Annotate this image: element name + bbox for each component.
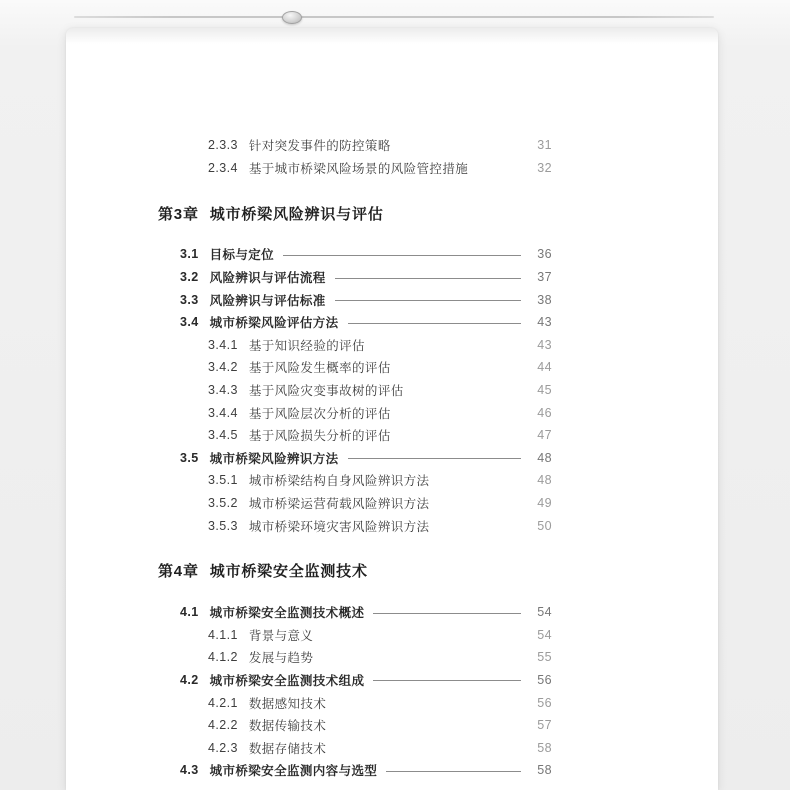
toc-entry-number: 4.1.1 <box>208 627 238 642</box>
toc-subsection-row <box>158 356 552 379</box>
toc-entry-number: 3.1 <box>180 247 199 262</box>
toc-list <box>158 134 552 782</box>
toc-subsection-row <box>158 469 552 492</box>
toc-subsection-row <box>158 492 552 515</box>
toc-page-number: 37 <box>537 270 552 285</box>
toc-entry-number: 3.4.2 <box>208 360 238 375</box>
toc-page-number: 43 <box>537 337 552 352</box>
toc-chapter-row <box>158 200 552 226</box>
toc-subsection-row <box>158 157 552 180</box>
toc-entry-title: 城市桥梁结构自身风险辨识方法 <box>248 474 430 489</box>
toc-page-number: 50 <box>537 518 552 533</box>
toc-entry-number: 4.1 <box>180 605 199 620</box>
toc-entry-title: 城市桥梁环境灾害风险辨识方法 <box>248 519 430 534</box>
toc-entry-title: 城市桥梁风险辨识方法 <box>209 451 339 466</box>
toc-page-number: 45 <box>537 383 552 398</box>
toc-subsection-row <box>158 401 552 424</box>
toc-entry-title: 基于知识经验的评估 <box>248 338 365 353</box>
toc-entry-title: 针对突发事件的防控策略 <box>248 139 391 154</box>
toc-entry-title: 发展与趋势 <box>248 651 314 666</box>
toc-page-number: 54 <box>537 627 552 642</box>
toc-entry-number: 3.3 <box>180 292 199 307</box>
toc-entry-title: 基于风险损失分析的评估 <box>248 429 391 444</box>
toc-entry-number: 3.5.2 <box>208 496 238 511</box>
toc-section-row <box>158 266 552 289</box>
toc-page-number: 47 <box>537 428 552 443</box>
toc-entry-number: 4.3 <box>180 763 199 778</box>
toc-entry-title: 城市桥梁风险辨识与评估 <box>209 205 384 223</box>
toc-subsection-row <box>158 646 552 669</box>
toc-entry-title: 数据存储技术 <box>248 741 327 756</box>
toc-entry-number: 3.2 <box>180 270 199 285</box>
toc-leader-line <box>348 458 521 459</box>
toc-entry-title: 基于风险发生概率的评估 <box>248 361 391 376</box>
toc-page-number: 57 <box>537 718 552 733</box>
toc-subsection-row <box>158 134 552 157</box>
toc-page-number: 32 <box>537 160 552 175</box>
toc-page-number: 48 <box>537 473 552 488</box>
toc-leader-line <box>348 323 521 324</box>
toc-page-number: 54 <box>537 605 552 620</box>
toc-subsection-row <box>158 334 552 357</box>
toc-leader-line <box>373 680 521 681</box>
toc-entry-number: 3.4.1 <box>208 337 238 352</box>
toc-section-row <box>158 243 552 266</box>
toc-entry-number: 3.4.3 <box>208 383 238 398</box>
toc-page-number: 36 <box>537 247 552 262</box>
toc-entry-number: 第3章 <box>158 205 199 223</box>
toc-page-number: 46 <box>537 405 552 420</box>
toc-subsection-row <box>158 736 552 759</box>
toc-leader-line <box>335 278 521 279</box>
toc-page-number: 44 <box>537 360 552 375</box>
toc-leader-line <box>373 613 521 614</box>
toc-subsection-row <box>158 714 552 737</box>
toc-page-number: 49 <box>537 496 552 511</box>
toc-chapter-row <box>158 558 552 584</box>
toc-page <box>66 28 718 790</box>
toc-entry-number: 4.2 <box>180 672 199 687</box>
toc-entry-number: 2.3.3 <box>208 138 238 153</box>
toc-page-number: 56 <box>537 695 552 710</box>
toc-entry-number: 3.4 <box>180 315 199 330</box>
toc-entry-title: 背景与意义 <box>248 628 314 643</box>
toc-entry-title: 城市桥梁安全监测技术组成 <box>209 673 365 688</box>
toc-section-row <box>158 601 552 624</box>
toc-page-number: 31 <box>537 138 552 153</box>
toc-entry-title: 基于风险层次分析的评估 <box>248 406 391 421</box>
toc-section-row <box>158 447 552 470</box>
toc-entry-number: 4.2.2 <box>208 718 238 733</box>
stand-edge-line <box>74 16 714 18</box>
toc-page-number: 55 <box>537 650 552 665</box>
toc-section-row <box>158 288 552 311</box>
toc-entry-number: 4.2.3 <box>208 740 238 755</box>
toc-entry-number: 2.3.4 <box>208 160 238 175</box>
toc-entry-title: 城市桥梁运营荷载风险辨识方法 <box>248 497 430 512</box>
toc-page-number: 56 <box>537 672 552 687</box>
toc-section-row <box>158 759 552 782</box>
toc-entry-title: 数据感知技术 <box>248 696 327 711</box>
toc-entry-title: 城市桥梁安全监测技术概述 <box>209 606 365 621</box>
toc-subsection-row <box>158 691 552 714</box>
toc-entry-number: 3.5 <box>180 450 199 465</box>
toc-leader-line <box>386 771 521 772</box>
toc-subsection-row <box>158 424 552 447</box>
toc-entry-number: 4.1.2 <box>208 650 238 665</box>
toc-entry-number: 3.5.3 <box>208 518 238 533</box>
toc-leader-line <box>335 300 521 301</box>
toc-entry-title: 数据传输技术 <box>248 719 327 734</box>
toc-entry-title: 基于城市桥梁风险场景的风险管控措施 <box>248 161 469 176</box>
toc-entry-number: 4.2.1 <box>208 695 238 710</box>
toc-entry-title: 风险辨识与评估标准 <box>209 293 326 308</box>
toc-page-number: 43 <box>537 315 552 330</box>
toc-page-number: 48 <box>537 450 552 465</box>
toc-entry-number: 3.4.4 <box>208 405 238 420</box>
toc-section-row <box>158 311 552 334</box>
toc-entry-title: 目标与定位 <box>209 248 275 263</box>
toc-entry-title: 城市桥梁风险评估方法 <box>209 316 339 331</box>
toc-subsection-row <box>158 514 552 537</box>
binder-clip-icon <box>282 11 302 24</box>
toc-entry-title: 风险辨识与评估流程 <box>209 271 326 286</box>
toc-entry-title: 城市桥梁安全监测技术 <box>209 563 368 581</box>
toc-section-row <box>158 669 552 692</box>
toc-leader-line <box>283 255 521 256</box>
toc-entry-number: 3.5.1 <box>208 473 238 488</box>
toc-entry-number: 第4章 <box>158 563 199 581</box>
toc-entry-number: 3.4.5 <box>208 428 238 443</box>
toc-page-number: 38 <box>537 292 552 307</box>
toc-entry-title: 基于风险灾变事故树的评估 <box>248 384 404 399</box>
toc-subsection-row <box>158 624 552 647</box>
toc-entry-title: 城市桥梁安全监测内容与选型 <box>209 764 378 779</box>
toc-page-number: 58 <box>537 740 552 755</box>
toc-subsection-row <box>158 379 552 402</box>
toc-page-number: 58 <box>537 763 552 778</box>
